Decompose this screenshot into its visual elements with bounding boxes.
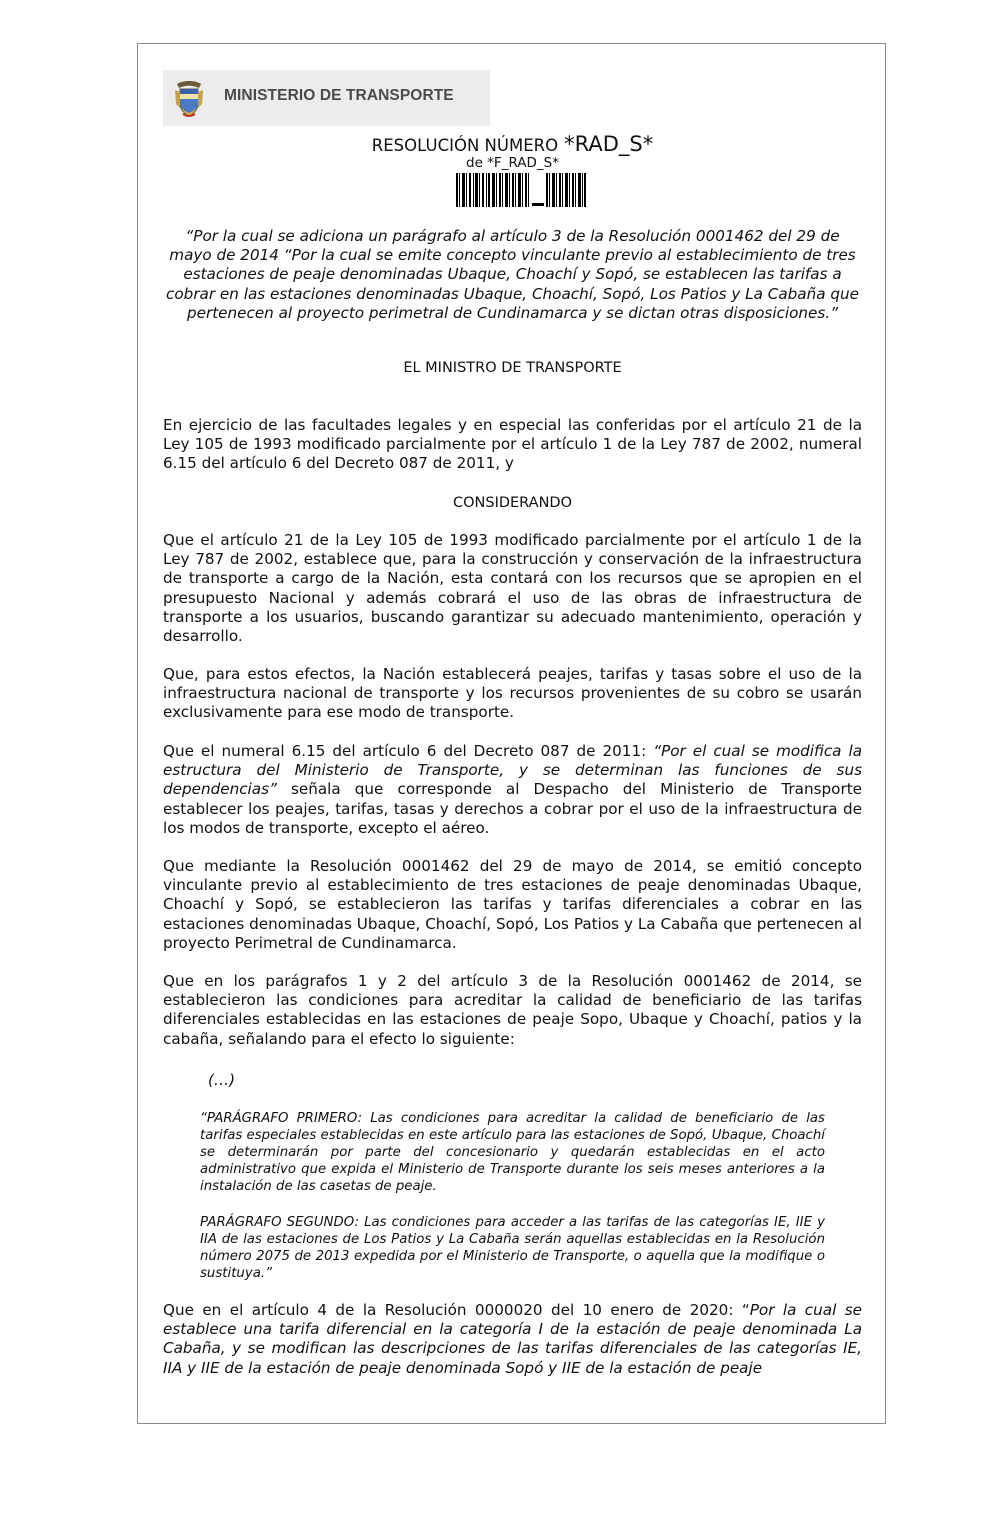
paragraph-text: Que el artículo 21 de la Ley 105 de 1993 modificado parcialmente por el artículo 1 de la Ley 787 de 2002, establece que, para la construcción y conservación de la infraestructura de transporte a cargo de la Nación, esta contará con los recursos que se apropien en el presupuesto Nacional y además cobrará el uso de las obras de infraestructura de transporte a los usuarios, buscando garantizar su adecuado mantenimiento, operación y desarrollo. (163, 531, 862, 646)
authority-heading: EL MINISTRO DE TRANSPORTE (403, 360, 622, 376)
ellipsis: (…) (208, 1071, 236, 1089)
quoted-paragraph-second (200, 1214, 825, 1282)
paragraph-3 (163, 742, 862, 838)
considerando-heading: CONSIDERANDO (452, 495, 573, 511)
paragraph-5 (163, 972, 862, 1049)
paragraph-text: Que, para estos efectos, la Nación establecerá peajes, tarifas y tasas sobre el uso de la infraestructura nacional de transporte y los recursos provenientes de su cobro se usarán exclusivamente para ese modo de transporte. (163, 665, 862, 722)
paragraph-4 (163, 857, 862, 953)
preamble (163, 416, 862, 474)
paragraph-text (163, 1301, 862, 1378)
subject-text: “Por la cual se adiciona un parágrafo al artículo 3 de la Resolución 0001462 del 29 de mayo de 2014 “Por la cual se emite concepto vinculante previo al establecimiento de tres estaciones de peaje denominadas Ubaque, Choachí y Sopó, se establecen las tarifas a cobrar en las estaciones denominadas Ubaque, Choachí, Sopó, Los Patios y La Cabaña que pertenecen al proyecto perimetral de Cundinamarca y se dictan otras disposiciones.” (166, 227, 859, 322)
colombia-coat-of-arms-icon (173, 78, 205, 118)
resolution-number: *RAD_S* (564, 132, 654, 156)
paragraph-6-lead: Que en el artículo 4 de la Resolución 0000020 del 10 enero de 2020: “ (163, 1301, 750, 1319)
document-page (137, 43, 886, 1424)
barcode (456, 173, 586, 207)
paragraph-2 (163, 665, 862, 723)
paragraph-3-lead: Que el numeral 6.15 del artículo 6 del Decreto 087 de 2011: (163, 742, 654, 760)
resolution-date: de *F_RAD_S* (466, 155, 559, 171)
preamble-text: En ejercicio de las facultades legales y en especial las conferidas por el artículo 21 de la Ley 105 de 1993 modificado parcialmente por el artículo 1 de la Ley 787 de 2002, numeral 6.15 del artículo 6 del Decreto 087 de 2011, y (163, 416, 862, 473)
paragraph-6 (163, 1301, 862, 1378)
quote-text: “PARÁGRAFO PRIMERO: Las condiciones para acreditar la calidad de beneficiario de las tarifas especiales establecidas en este artículo para las estaciones de Sopó, Ubaque, Choachí se determinarán por parte del concesionario y quedarán establecidas en el acto administrativo que expida el Ministerio de Transporte durante los seis meses anteriores a la instalación de las casetas de peaje. (200, 1111, 825, 1194)
resolution-title-quote: Por la cual se establece una tarifa diferencial en la categoría I de la estación de peaje denominada La Cabaña, y se modifican las descripciones de las tarifas diferenciales de las categorías IE, IIA y IIE de la estación de peaje denominada Sopó y IIE de la estación de peaje (163, 1301, 862, 1377)
resolution-subject (163, 227, 862, 323)
ministry-name: MINISTERIO DE TRANSPORTE (224, 87, 454, 104)
quoted-paragraph-first (200, 1110, 825, 1195)
paragraph-text (163, 742, 862, 838)
paragraph-1 (163, 531, 862, 646)
paragraph-text: Que mediante la Resolución 0001462 del 29 de mayo de 2014, se emitió concepto vinculante previo al establecimiento de tres estaciones de peaje denominadas Ubaque, Choachí y Sopó, se establecieron las tarifas y tarifas diferenciales a cobrar en las estaciones denominadas Ubaque, Choachí, Sopó, Los Patios y La Cabaña que pertenecen al proyecto Perimetral de Cundinamarca. (163, 857, 862, 952)
decree-title-quote: “Por el cual se modifica la estructura del Ministerio de Transporte, y se determinan las funciones de sus dependencias” (163, 742, 862, 799)
ministry-header (163, 70, 490, 126)
resolution-title (138, 132, 886, 156)
paragraph-3-tail: señala que corresponde al Despacho del Ministerio de Transporte establecer los peajes, tarifas, tasas y derechos a cobrar por el uso de la infraestructura de los modos de transporte, excepto el aéreo. (163, 780, 862, 837)
resolution-title-prefix: RESOLUCIÓN NÚMERO (371, 136, 559, 155)
paragraph-text: Que en los parágrafos 1 y 2 del artículo 3 de la Resolución 0001462 de 2014, se establecieron las condiciones para acreditar la calidad de beneficiario de las tarifas diferenciales establecidas en las estaciones de peaje Sopo, Ubaque y Choachí, patios y la cabaña, señalando para el efecto lo siguiente: (163, 972, 862, 1048)
quote-text: PARÁGRAFO SEGUNDO: Las condiciones para acceder a las tarifas de las categorías IE, IIE y IIA de las estaciones de Los Patios y La Cabaña serán aquellas establecidas en la Resolución número 2075 de 2013 expedida por el Ministerio de Transporte, o aquella que la modifique o sustituya.” (200, 1215, 825, 1281)
